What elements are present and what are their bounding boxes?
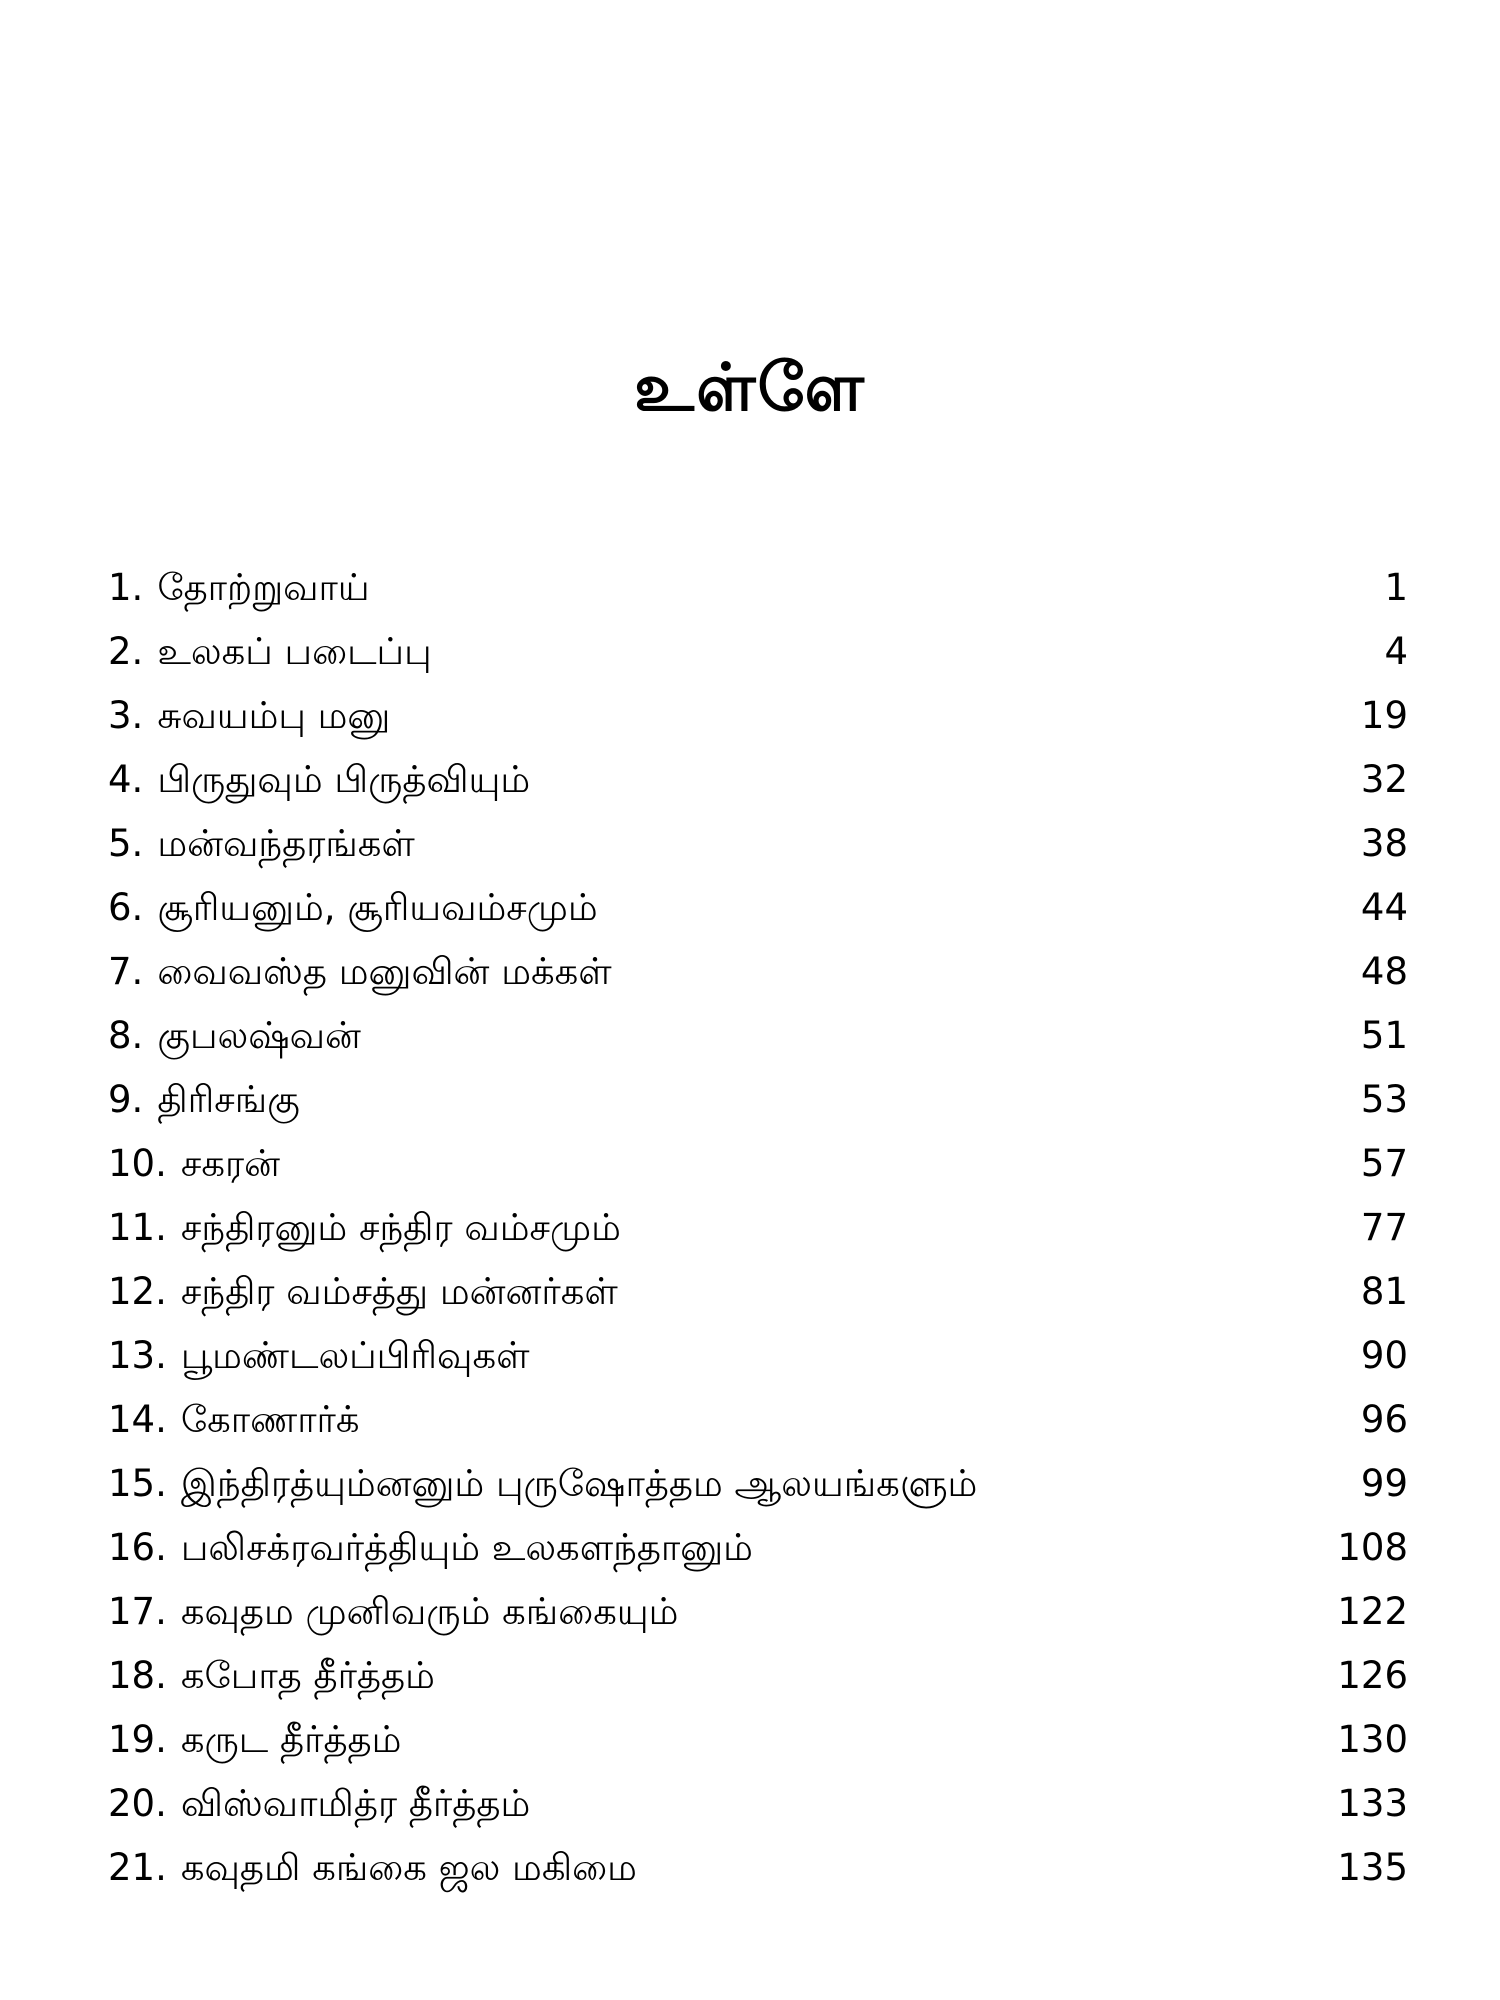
toc-entry-title: தோற்றுவாய் (157, 566, 370, 609)
toc-entry-title: பிருதுவும் பிருத்வியும் (157, 758, 531, 801)
toc-entry-number: 20. (108, 1782, 167, 1825)
toc-entry (108, 1260, 1408, 1324)
toc-entry-page: 44 (1360, 886, 1408, 929)
toc-entry-title: திரிசங்கு (157, 1078, 300, 1121)
toc-entry (108, 1196, 1408, 1260)
toc-entry-page: 81 (1360, 1270, 1408, 1313)
toc-entry-label (108, 1580, 678, 1644)
toc-entry-page: 1 (1384, 566, 1408, 609)
toc-entry-page: 99 (1360, 1462, 1408, 1505)
toc-entry (108, 1004, 1408, 1068)
toc-entry (108, 1580, 1408, 1644)
toc-entry (108, 1708, 1408, 1772)
toc-entry-page: 57 (1360, 1142, 1408, 1185)
toc-entry-number: 6. (108, 886, 144, 929)
toc-entry-page: 53 (1360, 1078, 1408, 1121)
toc-entry-page: 96 (1360, 1398, 1408, 1441)
toc-entry-number: 18. (108, 1654, 167, 1697)
toc-entry-title: கபோத தீர்த்தம் (180, 1654, 435, 1697)
toc-entry-number: 17. (108, 1590, 167, 1633)
toc-entry (108, 684, 1408, 748)
toc-entry (108, 556, 1408, 620)
toc-entry (108, 1772, 1408, 1836)
table-of-contents (108, 556, 1408, 1900)
toc-entry-number: 15. (108, 1462, 167, 1505)
toc-entry-title: வைவஸ்த மனுவின் மக்கள் (157, 950, 612, 993)
toc-entry-page: 51 (1360, 1014, 1408, 1057)
toc-entry-number: 4. (108, 758, 144, 801)
toc-entry-number: 14. (108, 1398, 167, 1441)
toc-entry-title: கவுதமி கங்கை ஜல மகிமை (180, 1846, 637, 1889)
toc-entry (108, 620, 1408, 684)
toc-entry-label (108, 940, 612, 1004)
toc-entry-label (108, 1644, 435, 1708)
toc-entry-title: சகரன் (180, 1142, 280, 1185)
toc-entry-title: பலிசக்ரவர்த்தியும் உலகளந்தானும் (180, 1526, 753, 1569)
toc-entry-number: 12. (108, 1270, 167, 1313)
toc-entry-page: 108 (1337, 1526, 1408, 1569)
toc-entry-page: 135 (1337, 1846, 1408, 1889)
toc-entry (108, 1836, 1408, 1900)
toc-entry (108, 1452, 1408, 1516)
toc-entry-label (108, 1132, 280, 1196)
toc-entry-page: 126 (1337, 1654, 1408, 1697)
toc-entry-page: 130 (1337, 1718, 1408, 1761)
toc-entry-label (108, 748, 530, 812)
toc-entry (108, 812, 1408, 876)
toc-entry-title: கவுதம முனிவரும் கங்கையும் (180, 1590, 679, 1633)
toc-entry-label (108, 1708, 401, 1772)
toc-entry-page: 90 (1360, 1334, 1408, 1377)
toc-entry-label (108, 620, 432, 684)
toc-entry-number: 3. (108, 694, 144, 737)
toc-entry-number: 19. (108, 1718, 167, 1761)
toc-entry-label (108, 1516, 753, 1580)
toc-entry-title: சுவயம்பு மனு (157, 694, 391, 737)
toc-entry-label (108, 1324, 530, 1388)
toc-entry-label (108, 1388, 360, 1452)
toc-entry-number: 13. (108, 1334, 167, 1377)
toc-entry-title: உலகப் படைப்பு (157, 630, 432, 673)
toc-entry-label (108, 812, 415, 876)
toc-entry-page: 4 (1384, 630, 1408, 673)
toc-entry-title: விஸ்வாமித்ர தீர்த்தம் (180, 1782, 531, 1825)
toc-entry-page: 133 (1337, 1782, 1408, 1825)
toc-entry-number: 1. (108, 566, 144, 609)
toc-entry-number: 10. (108, 1142, 167, 1185)
toc-entry-title: இந்திரத்யும்னனும் புருஷோத்தம ஆலயங்களும் (180, 1462, 978, 1505)
toc-entry-page: 32 (1360, 758, 1408, 801)
toc-entry-title: குபலஷ்வன் (157, 1014, 361, 1057)
toc-entry-label (108, 1196, 621, 1260)
toc-entry-page: 48 (1360, 950, 1408, 993)
toc-entry (108, 876, 1408, 940)
toc-entry-label (108, 556, 370, 620)
toc-entry-number: 7. (108, 950, 144, 993)
toc-entry-title: சந்திரனும் சந்திர வம்சமும் (180, 1206, 621, 1249)
toc-entry-label (108, 684, 390, 748)
toc-entry (108, 1068, 1408, 1132)
toc-entry-page: 38 (1360, 822, 1408, 865)
page-title: உள்ளே (634, 349, 866, 426)
toc-entry (108, 1132, 1408, 1196)
toc-entry (108, 1388, 1408, 1452)
toc-entry-label (108, 876, 598, 940)
toc-entry-title: சந்திர வம்சத்து மன்னர்கள் (180, 1270, 618, 1313)
toc-entry-number: 5. (108, 822, 144, 865)
toc-entry-title: பூமண்டலப்பிரிவுகள் (180, 1334, 530, 1377)
toc-entry-page: 122 (1337, 1590, 1408, 1633)
toc-entry-number: 16. (108, 1526, 167, 1569)
toc-entry-label (108, 1260, 618, 1324)
toc-entry (108, 940, 1408, 1004)
toc-entry-page: 19 (1360, 694, 1408, 737)
toc-entry-label (108, 1836, 637, 1900)
toc-entry-title: கோணார்க் (180, 1398, 360, 1441)
toc-entry-label (108, 1772, 530, 1836)
toc-entry-number: 9. (108, 1078, 144, 1121)
toc-entry-label (108, 1004, 361, 1068)
toc-entry (108, 1516, 1408, 1580)
toc-entry-number: 2. (108, 630, 144, 673)
toc-entry-number: 8. (108, 1014, 144, 1057)
toc-entry (108, 1324, 1408, 1388)
toc-entry-label (108, 1452, 977, 1516)
toc-entry-title: மன்வந்தரங்கள் (157, 822, 415, 865)
toc-entry-number: 11. (108, 1206, 167, 1249)
toc-entry-title: கருட தீர்த்தம் (180, 1718, 402, 1761)
toc-entry-label (108, 1068, 300, 1132)
toc-entry-title: சூரியனும், சூரியவம்சமும் (157, 886, 598, 929)
toc-entry-page: 77 (1360, 1206, 1408, 1249)
toc-entry-number: 21. (108, 1846, 167, 1889)
toc-entry (108, 748, 1408, 812)
toc-entry (108, 1644, 1408, 1708)
